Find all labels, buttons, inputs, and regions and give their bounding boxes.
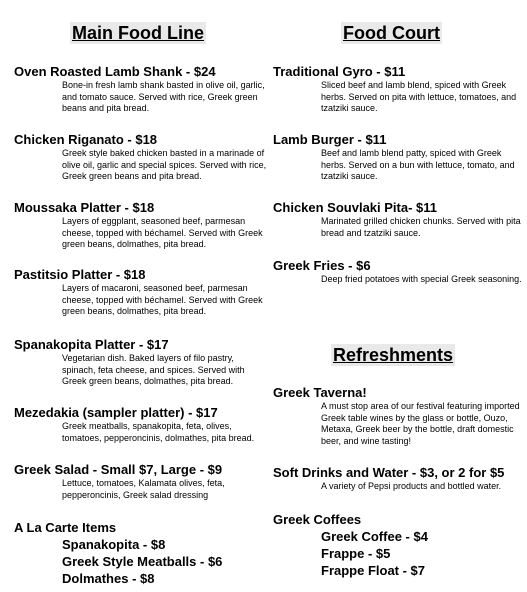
refreshments-heading: Refreshments [333,345,454,365]
menu-item [273,258,523,286]
menu-item [273,465,523,493]
greek-coffees-section [273,512,523,527]
menu-item [14,405,264,444]
menu-item-name: Traditional Gyro - $11 [273,64,406,79]
menu-item-description: Greek meatballs, spanakopita, feta, olives, tomatoes, pepperoncinis, dolmathes, pita bread. [62,421,255,443]
menu-item-description: Layers of eggplant, seasoned beef, parmesan cheese, topped with béchamel. Served with Greek green beans, dolmathes, pita bread. [62,216,263,249]
menu-item-name: Pastitsio Platter - $18 [14,267,146,282]
menu-item-name: Greek Salad - Small $7, Large - $9 [14,462,223,477]
menu-item [14,337,264,388]
menu-item [14,267,264,318]
a-la-carte-title: A La Carte Items [14,520,117,535]
menu-item [273,200,523,239]
coffee-item: Frappe Float - $7 [321,563,426,578]
menu-item-name: Lamb Burger - $11 [273,132,387,147]
menu-item [273,64,523,115]
menu-item-description: Greek style baked chicken basted in a marinade of olive oil, garlic and special spices. Served with rice, Greek green beans and pita bread. [62,148,267,181]
main-food-line-heading: Main Food Line [72,23,204,43]
greek-coffees-title: Greek Coffees [273,512,362,527]
menu-item-name: Greek Fries - $6 [273,258,371,273]
menu-item-description: A variety of Pepsi products and bottled water. [321,481,502,491]
menu-item-description: Bone-in fresh lamb shank basted in olive oil, garlic, and tomato sauce. Served with rice, Greek green beans and pita bread. [62,80,265,113]
menu-item-name: Oven Roasted Lamb Shank - $24 [14,64,216,79]
a-la-carte-item: Spanakopita - $8 [62,537,166,552]
menu-item [14,132,267,183]
menu-item-description: A must stop area of our festival featuring imported Greek table wines by the glass or bottle, Ouzo, Metaxa, Greek beer by the bottle, draft domestic beer, and wine tasting! [321,401,520,446]
menu-item-description: Sliced beef and lamb blend, spiced with Greek herbs. Served on pita with lettuce, tomatoes, and tzatziki sauce. [321,80,517,113]
menu-item [14,200,264,251]
coffee-item: Frappe - $5 [321,546,391,561]
menu-item-description: Layers of macaroni, seasoned beef, parmesan cheese, topped with béchamel. Served with Greek green beans, dolmathes, pita bread. [62,283,263,316]
menu-item [14,462,264,501]
menu-item-description: Lettuce, tomatoes, Kalamata olives, feta, pepperoncinis, Greek salad dressing [62,478,225,500]
a-la-carte-section [14,520,264,535]
menu-item-name: Chicken Souvlaki Pita- $11 [273,200,438,215]
menu-item-name: Moussaka Platter - $18 [14,200,155,215]
menu-item [14,64,264,115]
coffee-item: Greek Coffee - $4 [321,529,428,544]
a-la-carte-item: Greek Style Meatballs - $6 [62,554,223,569]
menu-item-name: Soft Drinks and Water - $3, or 2 for $5 [273,465,505,480]
menu-item-name: Mezedakia (sampler platter) - $17 [14,405,218,420]
menu-item-name: Greek Taverna! [273,385,367,400]
menu-item-name: Spanakopita Platter - $17 [14,337,169,352]
food-court-heading: Food Court [343,23,440,43]
a-la-carte-item: Dolmathes - $8 [62,571,155,586]
menu-item [273,385,523,447]
menu-item-name: Chicken Riganato - $18 [14,132,158,147]
menu-item [273,132,523,183]
menu-item-description: Deep fried potatoes with special Greek seasoning. [321,274,522,284]
menu-item-description: Beef and lamb blend patty, spiced with Greek herbs. Served on a bun with lettuce, tomato, and tzatziki sauce. [321,148,515,181]
menu-item-description: Marinated grilled chicken chunks. Served with pita bread and tzatziki sauce. [321,216,521,238]
menu-item-description: Vegetarian dish. Baked layers of filo pastry, spinach, feta cheese, and spices. Served with Greek green beans, dolmathes, pita bread. [62,353,245,386]
